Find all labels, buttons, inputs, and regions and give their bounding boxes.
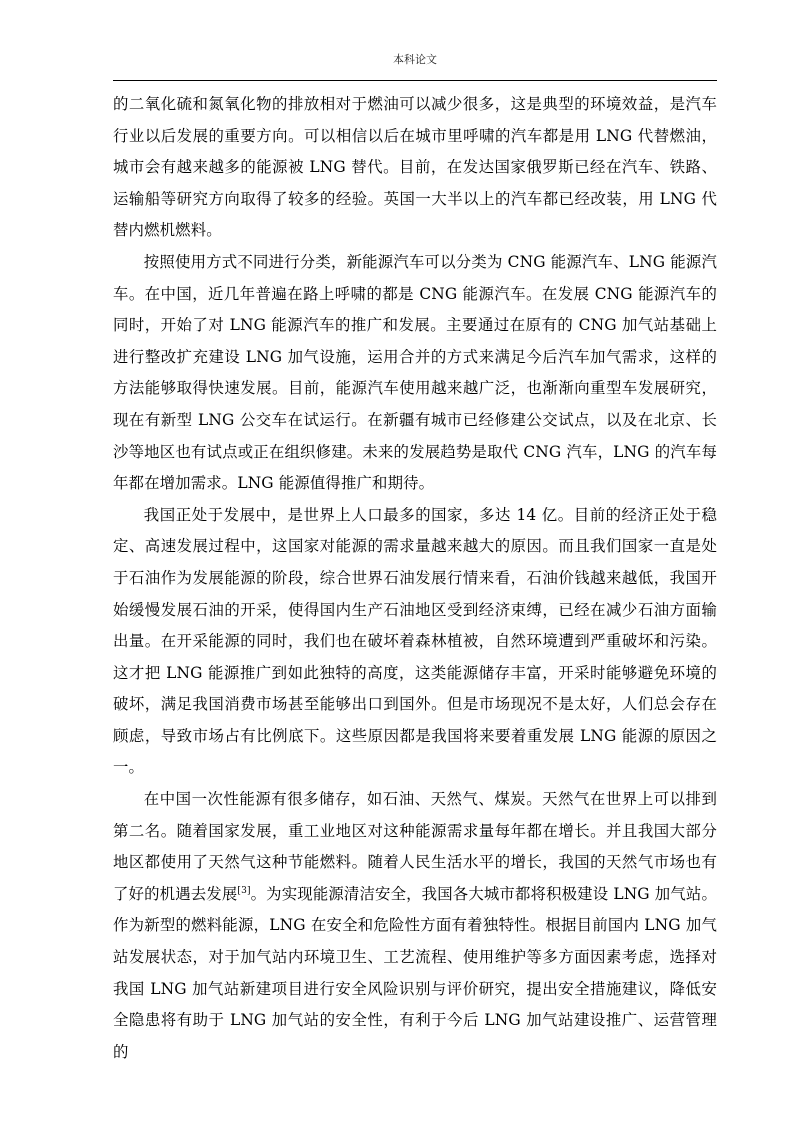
paragraph-3: 我国正处于发展中，是世界上人口最多的国家，多达 14 亿。目前的经济正处于稳定、高速发展过程中，这国家对能源的需求量越来越大的原因。而且我们国家一直是处于石油作为发展能源的阶段，综合世界石油发展行情来看，石油价钱越来越低，我国开始缓慢发展石油的开采，使得国内生产石油地区受到经济束缚，已经在减少石油方面输出量。在开采能源的同时，我们也在破坏着森林植被，自然环境遭到严重破坏和污染。这才把 LNG 能源推广到如此独特的高度，这类能源储存丰富，开采时能够避免环境的破坏，满足我国消费市场甚至能够出口到国外。但是市场现况不是太好，人们总会存在顾虑，导致市场占有比例底下。这些原因都是我国将来要着重发展 LNG 能源的原因之一。 <box>113 505 717 777</box>
running-header: 本科论文 <box>393 53 437 66</box>
header-divider <box>113 80 717 81</box>
paragraph-1: 的二氧化硫和氮氧化物的排放相对于燃油可以减少很多，这是典型的环境效益，是汽车行业以后发展的重要方向。可以相信以后在城市里呼啸的汽车都是用 LNG 代替燃油，城市会有越来越多的能源被 LNG 替代。目前，在发达国家俄罗斯已经在汽车、铁路、运输船等研究方向取得了较多的经验。英国一大半以上的汽车都已经改装，用 LNG 代替内燃机燃料。 <box>113 95 717 240</box>
paragraph-4-text-before: 在中国一次性能源有很多储存，如石油、天然气、煤炭。天然气在世界上可以排到第二名。随着国家发展，重工业地区对这种能源需求量每年都在增长。并且我国大部分地区都使用了天然气这种节能燃料。随着人民生活水平的增长，我国的天然气市场也有了好的机遇去发展 <box>113 790 717 903</box>
body-text <box>113 89 717 1068</box>
paragraph-4 <box>113 784 717 1068</box>
paragraph-2: 按照使用方式不同进行分类，新能源汽车可以分类为 CNG 能源汽车、LNG 能源汽车。在中国，近几年普遍在路上呼啸的都是 CNG 能源汽车。在发展 CNG 能源汽车的同时，开始了对 LNG 能源汽车的推广和发展。主要通过在原有的 CNG 加气站基础上进行整改扩充建设 LNG 加气设施，运用合并的方式来满足今后汽车加气需求，这样的方法能够取得快速发展。目前，能源汽车使用越来越广泛，也渐渐向重型车发展研究，现在有新型 LNG 公交车在试运行。在新疆有城市已经修建公交试点，以及在北京、长沙等地区也有试点或正在组织修建。未来的发展趋势是取代 CNG 汽车，LNG 的汽车每年都在增加需求。LNG 能源值得推广和期待。 <box>113 252 717 493</box>
paragraph-4-text-after: 。为实现能源清洁安全，我国各大城市都将积极建设 LNG 加气站。作为新型的燃料能源，LNG 在安全和危险性方面有着独特性。根据目前国内 LNG 加气站发展状态，对于加气站内环境卫生、工艺流程、使用维护等多方面因素考虑，选择对我国 LNG 加气站新建项目进行安全风险识别与评价研究，提出安全措施建议，降低安全隐患将有助于 LNG 加气站的安全性，有利于今后 LNG 加气站建设推广、运营管理的 <box>113 884 717 1061</box>
citation-marker: [3] <box>237 885 251 896</box>
